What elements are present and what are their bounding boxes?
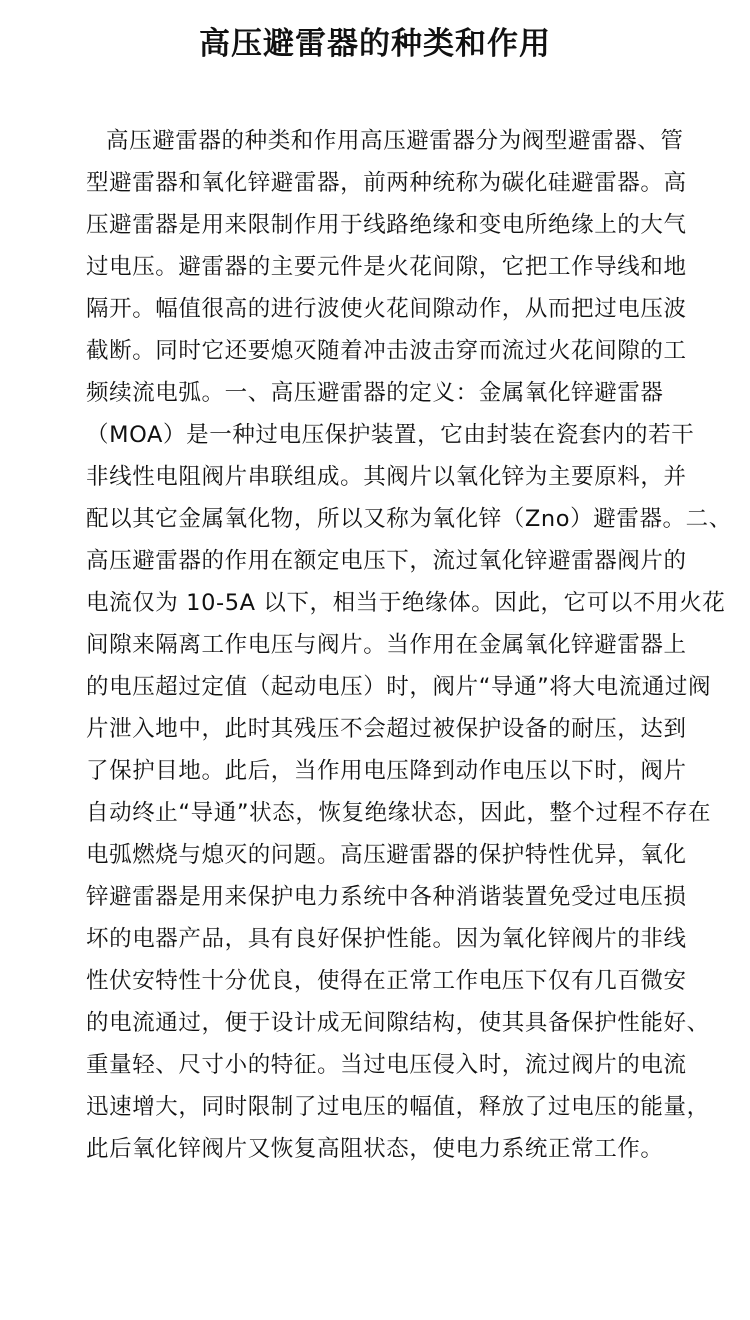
text-line: 片泄入地中，此时其残压不会超过被保护设备的耐压，达到 (86, 716, 687, 742)
text-line: 型避雷器和氧化锌避雷器，前两种统称为碳化硅避雷器。高 (86, 170, 687, 196)
text-line: 截断。同时它还要熄灭随着冲击波击穿而流过火花间隙的工 (86, 338, 687, 364)
text-line: 坏的电器产品，具有良好保护性能。因为氧化锌阀片的非线 (86, 926, 687, 952)
article-body (86, 120, 732, 1170)
text-line: 此后氧化锌阀片又恢复高阻状态，使电力系统正常工作。 (86, 1136, 664, 1162)
text-line: 的电流通过，便于设计成无间隙结构，使其具备保护性能好、 (86, 1010, 710, 1036)
text-line: 配以其它金属氧化物，所以又称为氧化锌（Zno）避雷器。二、 (86, 506, 732, 532)
text-line: 高压避雷器的作用在额定电压下，流过氧化锌避雷器阀片的 (86, 548, 687, 574)
text-line: 电弧燃烧与熄灭的问题。高压避雷器的保护特性优异，氧化 (86, 842, 687, 868)
text-line: 重量轻、尺寸小的特征。当过电压侵入时，流过阀片的电流 (86, 1052, 687, 1078)
text-line: 频续流电弧。一、高压避雷器的定义：金属氧化锌避雷器 (86, 380, 664, 406)
text-line: 非线性电阻阀片串联组成。其阀片以氧化锌为主要原料，并 (86, 464, 687, 490)
text-line: 迅速增大，同时限制了过电压的幅值，释放了过电压的能量， (86, 1094, 710, 1120)
text-line: 高压避雷器的种类和作用高压避雷器分为阀型避雷器、管 (106, 128, 684, 154)
text-line: （MOA）是一种过电压保护装置，它由封装在瓷套内的若干 (86, 422, 695, 448)
text-line: 压避雷器是用来限制作用于线路绝缘和变电所绝缘上的大气 (86, 212, 687, 238)
page-title: 高压避雷器的种类和作用 (199, 26, 551, 62)
text-line: 间隙来隔离工作电压与阀片。当作用在金属氧化锌避雷器上 (86, 632, 687, 658)
text-line: 隔开。幅值很高的进行波使火花间隙动作，从而把过电压波 (86, 296, 687, 322)
text-line: 过电压。避雷器的主要元件是火花间隙，它把工作导线和地 (86, 254, 687, 280)
text-line: 性伏安特性十分优良，使得在正常工作电压下仅有几百微安 (86, 968, 687, 994)
text-line: 锌避雷器是用来保护电力系统中各种消谐装置免受过电压损 (86, 884, 687, 910)
text-line: 自动终止“导通”状态，恢复绝缘状态，因此，整个过程不存在 (86, 800, 712, 826)
text-line: 的电压超过定值（起动电压）时，阀片“导通”将大电流通过阀 (86, 674, 712, 700)
text-line: 电流仅为 10-5A 以下，相当于绝缘体。因此，它可以不用火花 (86, 590, 726, 616)
text-line: 了保护目地。此后，当作用电压降到动作电压以下时，阀片 (86, 758, 687, 784)
